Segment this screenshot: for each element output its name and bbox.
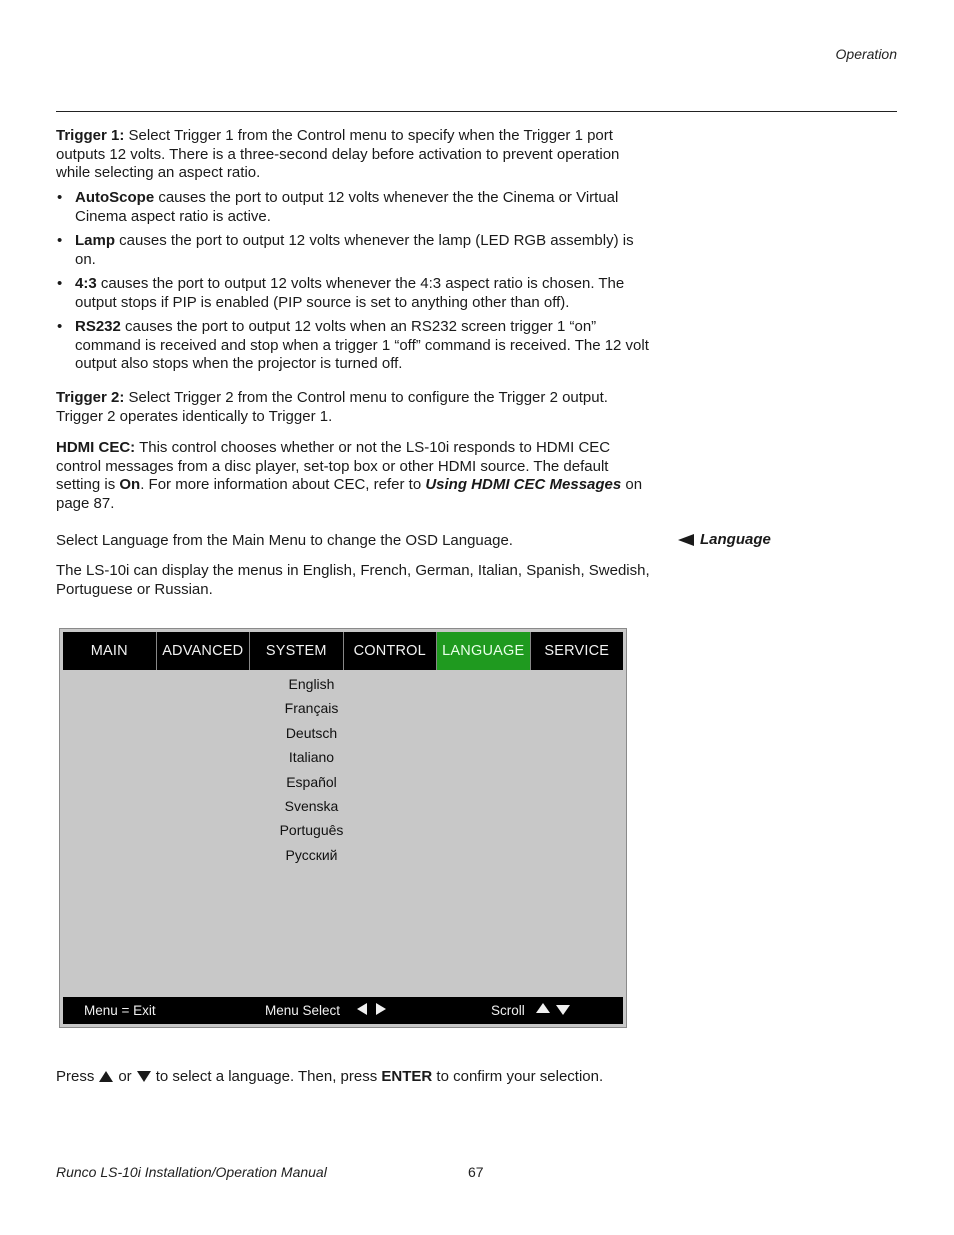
trigger2-text: Select Trigger 2 from the Control menu to configure the Trigger 2 output. Trigger 2 operates identically to Trigger 1. [56, 389, 608, 425]
hdmi-cec-default: On [119, 476, 141, 493]
instruction-text: to confirm your selection. [436, 1068, 604, 1085]
osd-panel [63, 632, 623, 1024]
language-option-english[interactable]: English [288, 676, 335, 692]
scroll-hint: Scroll [491, 1003, 525, 1018]
hdmi-cec-text: This control chooses whether or not the LS-10i responds to HDMI CEC control messages from a disc player, set-top box or other HDMI source. The default setting is [56, 439, 611, 493]
instruction-text: Press [56, 1068, 95, 1085]
language-side-heading [678, 531, 771, 548]
language-paragraph-2: The LS-10i can display the menus in English, French, German, Italian, Spanish, Swedish, Portuguese or Russian. [56, 562, 650, 598]
tab-service[interactable]: SERVICE [544, 643, 610, 659]
tab-control[interactable]: CONTROL [344, 632, 438, 670]
list-item [56, 189, 656, 226]
manual-title-footer: Runco LS-10i Installation/Operation Manual [56, 1164, 327, 1180]
language-description [56, 562, 656, 599]
bullet-term: 4:3 [75, 275, 97, 292]
trigger1-section [56, 127, 656, 183]
hdmi-cec-text: . For more information about CEC, refer to [140, 476, 426, 493]
list-item [56, 318, 656, 374]
osd-language-menu [59, 628, 627, 1028]
down-arrow-icon [137, 1071, 151, 1082]
arrow-left-icon [357, 1003, 367, 1015]
language-option-deutsch[interactable]: Deutsch [285, 724, 338, 741]
hdmi-cec-paragraph [56, 439, 656, 513]
cec-reference-link[interactable]: Using HDMI CEC Messages [425, 476, 622, 493]
trigger1-text: Select Trigger 1 from the Control menu to specify when the Trigger 1 port outputs 12 volts. There is a three-second delay before activation to prevent operation while selecting an aspect ratio. [56, 127, 620, 181]
bullet-term: Lamp [75, 232, 116, 249]
language-heading-text: Language [700, 531, 771, 548]
bullet-text: causes the port to output 12 volts whenever the the Cinema or Virtual Cinema aspect ratio is active. [75, 189, 619, 225]
language-option-russian[interactable]: Русский [285, 846, 338, 863]
selection-instruction [56, 1068, 603, 1085]
trigger2-paragraph [56, 389, 656, 426]
tab-advanced[interactable]: ADVANCED [157, 632, 251, 670]
language-option-svenska[interactable]: Svenska [284, 797, 339, 814]
osd-tab-bar [63, 632, 623, 670]
trigger1-label: Trigger 1: [56, 127, 125, 144]
trigger1-options-list [56, 189, 656, 374]
arrow-right-icon [376, 1003, 386, 1015]
instruction-text: or [118, 1068, 132, 1085]
hdmi-cec-section [56, 439, 656, 513]
hdmi-cec-label: HDMI CEC: [56, 439, 136, 456]
bullet-text: causes the port to output 12 volts when an RS232 screen trigger 1 “on” command is received and stop when a trigger 1 “off” command is received. The 12 volt output also stops when the projector is turned off. [75, 318, 649, 372]
bullet-term: RS232 [75, 318, 121, 335]
tab-main[interactable]: MAIN [63, 632, 157, 670]
instruction-text: to select a language. Then, press [155, 1068, 378, 1085]
tab-system[interactable]: SYSTEM [250, 632, 344, 670]
menu-exit-hint: Menu = Exit [84, 1003, 156, 1018]
language-option-italiano[interactable]: Italiano [288, 749, 335, 766]
up-arrow-icon [99, 1071, 113, 1082]
menu-select-hint: Menu Select [265, 1003, 341, 1018]
list-item [56, 275, 656, 312]
page-number: 67 [468, 1164, 484, 1180]
bullet-text: causes the port to output 12 volts whenever the 4:3 aspect ratio is chosen. The output stops if PIP is enabled (PIP source is set to anything other than off). [75, 275, 625, 311]
trigger1-paragraph [56, 127, 656, 183]
trigger2-label: Trigger 2: [56, 389, 125, 406]
language-option-francais[interactable]: Français [284, 700, 339, 717]
tab-language[interactable]: LANGUAGE [437, 632, 531, 670]
bullet-term: AutoScope [75, 189, 155, 206]
language-paragraph-1: Select Language from the Main Menu to change the OSD Language. [56, 532, 513, 549]
arrow-up-icon [536, 1003, 550, 1013]
trigger2-section [56, 389, 656, 426]
arrow-left-icon [678, 534, 694, 546]
header-rule [56, 111, 897, 112]
language-option-espanol[interactable]: Español [286, 773, 337, 790]
running-header: Operation [835, 46, 897, 62]
language-option-portugues[interactable]: Português [279, 822, 344, 839]
list-item [56, 232, 656, 269]
hdmi-cec-text: on page 87. [56, 476, 643, 512]
language-intro [56, 532, 656, 551]
bullet-text: causes the port to output 12 volts whenever the lamp (LED RGB assembly) is on. [75, 232, 634, 268]
enter-key-label: ENTER [381, 1068, 433, 1085]
osd-footer-bar [63, 997, 623, 1024]
language-options-list [63, 672, 623, 867]
arrow-down-icon [556, 1005, 570, 1015]
